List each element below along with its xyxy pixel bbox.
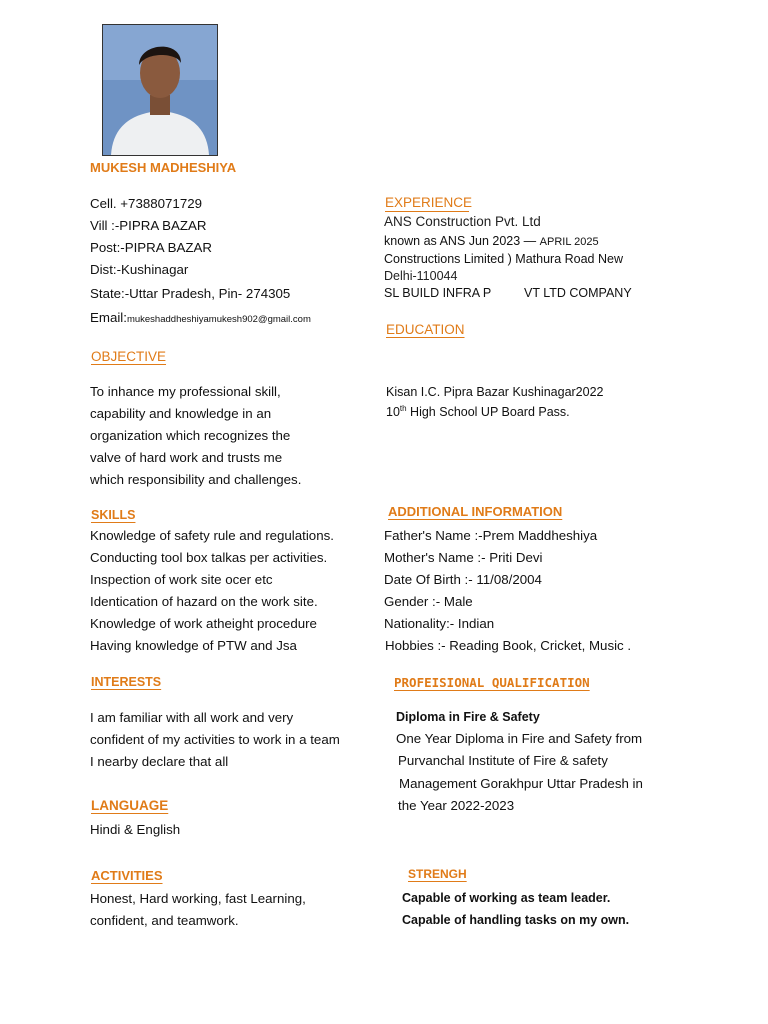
experience-line-2: known as ANS Jun 2023 — APRIL 2025 xyxy=(384,234,599,248)
profile-photo xyxy=(102,24,218,156)
activity-line-2: confident, and teamwork. xyxy=(90,913,239,928)
qualification-line-2: Purvanchal Institute of Fire & safety xyxy=(398,753,608,768)
experience-line-3: Constructions Limited ) Mathura Road New xyxy=(384,252,623,266)
qualification-line-4: the Year 2022-2023 xyxy=(398,798,515,813)
qualification-line-1: One Year Diploma in Fire and Safety from xyxy=(396,731,643,746)
additional-info-block xyxy=(384,528,684,658)
strength-line-1: Capable of working as team leader. xyxy=(402,891,611,905)
objective-line-5: which responsibility and challenges. xyxy=(90,472,302,487)
qualification-line-3: Management Gorakhpur Uttar Pradesh in xyxy=(399,776,643,791)
date-of-birth: Date Of Birth :- 11/08/2004 xyxy=(384,572,542,587)
candidate-name: MUKESH MADHESHIYA xyxy=(90,160,237,175)
strength-heading: STRENGH xyxy=(408,867,467,881)
qualification-block xyxy=(396,710,696,820)
education-line-2: 10th High School UP Board Pass. xyxy=(386,404,570,420)
skill-line-6: Having knowledge of PTW and Jsa xyxy=(90,638,297,653)
father-name: Father's Name :-Prem Maddheshiya xyxy=(384,528,598,543)
contact-dist: Dist:-Kushinagar xyxy=(90,262,189,277)
objective-line-3: organization which recognizes the xyxy=(90,428,291,443)
contact-state: State:-Uttar Pradesh, Pin- 274305 xyxy=(90,286,291,301)
contact-cell: Cell. +7388071729 xyxy=(90,196,203,211)
strength-line-2: Capable of handling tasks on my own. xyxy=(402,913,630,927)
qualification-heading: PROFEISIONAL QUALIFICATION xyxy=(394,675,590,690)
interest-line-1: I am familiar with all work and very xyxy=(90,710,294,725)
language-heading: LANGUAGE xyxy=(91,798,169,813)
additional-info-heading: ADDITIONAL INFORMATION xyxy=(388,504,563,519)
interests-heading: INTERESTS xyxy=(91,675,162,689)
contact-block xyxy=(90,196,370,336)
experience-line-6: VT LTD COMPANY xyxy=(524,286,632,300)
strength-block xyxy=(402,891,702,935)
language-text: Hindi & English xyxy=(90,822,181,837)
skill-line-3: Inspection of work site ocer etc xyxy=(90,572,273,587)
gender: Gender :- Male xyxy=(384,594,473,609)
experience-line-5: SL BUILD INFRA P xyxy=(384,286,492,300)
email-label: Email: xyxy=(90,310,127,325)
language-block xyxy=(90,822,370,842)
experience-line-1: ANS Construction Pvt. Ltd xyxy=(384,214,541,229)
interest-line-2: confident of my activities to work in a team xyxy=(90,732,340,747)
education-line-1: Kisan I.C. Pipra Bazar Kushinagar2022 xyxy=(386,385,604,399)
person-photo-icon xyxy=(103,25,217,155)
objective-line-2: capability and knowledge in an xyxy=(90,406,272,421)
skill-line-1: Knowledge of safety rule and regulations. xyxy=(90,528,334,543)
hobbies: Hobbies :- Reading Book, Cricket, Music . xyxy=(385,638,632,653)
objective-line-4: valve of hard work and trusts me xyxy=(90,450,283,465)
skill-line-4: Identication of hazard on the work site. xyxy=(90,594,318,609)
education-block xyxy=(386,385,686,425)
objective-line-1: To inhance my professional skill, xyxy=(90,384,281,399)
interests-block xyxy=(90,710,390,776)
activities-block xyxy=(90,891,370,935)
education-heading: EDUCATION xyxy=(386,322,465,337)
contact-email-line xyxy=(90,310,311,325)
activities-heading: ACTIVITIES xyxy=(91,868,163,883)
mother-name: Mother's Name :- Priti Devi xyxy=(384,550,543,565)
skill-line-2: Conducting tool box talkas per activities. xyxy=(90,550,328,565)
interest-line-3: I nearby declare that all xyxy=(90,754,229,769)
experience-heading: EXPERIENCE xyxy=(385,195,473,210)
objective-heading: OBJECTIVE xyxy=(91,349,167,364)
activity-line-1: Honest, Hard working, fast Learning, xyxy=(90,891,306,906)
nationality: Nationality:- Indian xyxy=(384,616,495,631)
experience-block xyxy=(384,214,684,306)
skill-line-5: Knowledge of work atheight procedure xyxy=(90,616,317,631)
experience-line-4: Delhi-110044 xyxy=(384,269,458,283)
contact-post: Post:-PIPRA BAZAR xyxy=(90,240,212,255)
skills-heading: SKILLS xyxy=(91,508,136,522)
qualification-title: Diploma in Fire & Safety xyxy=(396,710,540,724)
skills-block xyxy=(90,528,380,658)
objective-block xyxy=(90,384,370,494)
email-address[interactable]: mukeshaddheshiyamukesh902@gmail.com xyxy=(126,314,311,325)
contact-vill: Vill :-PIPRA BAZAR xyxy=(90,218,207,233)
